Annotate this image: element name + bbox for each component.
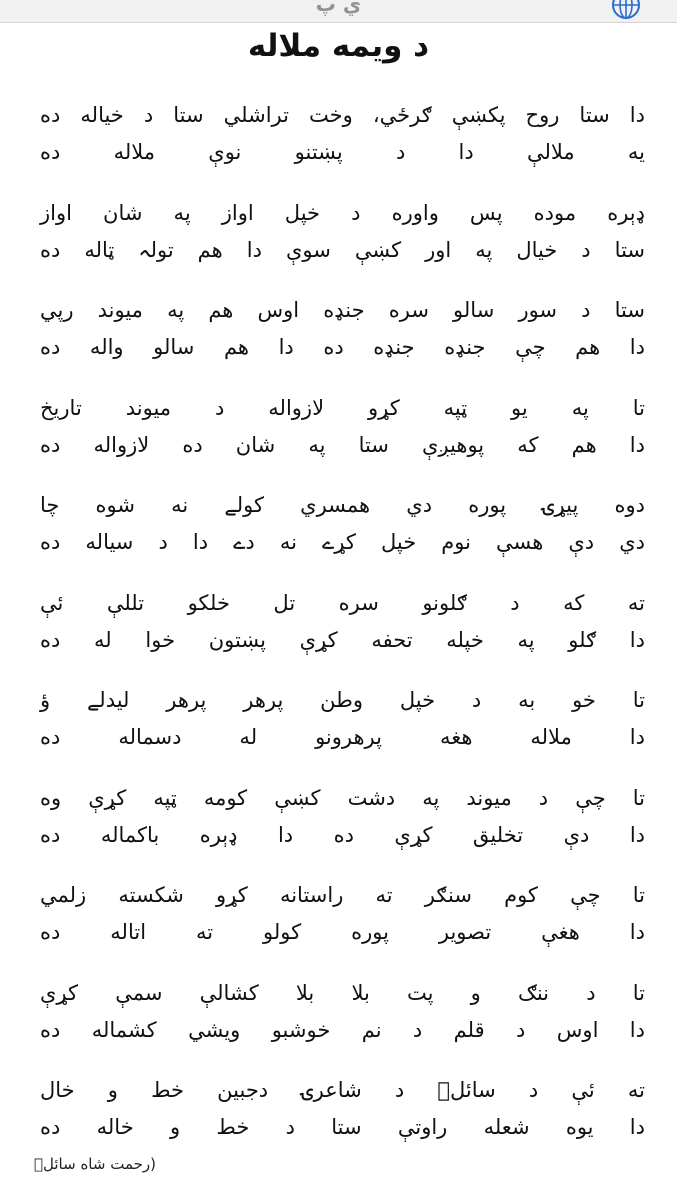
stanza [40,390,645,488]
verse-line: دا هم که پوهيږې ستا په شان ده لازواله ده [40,432,645,457]
verse-line: دا دې تخليق کړې ده دا ډېره باکماله ده [40,822,645,847]
verse-line: تا چې د ميوند په دشت کښې کومه ټپه کړې وه [40,785,645,810]
verse-line: ستا د خيال په اور کښې سوې دا هم تولہ ټاله ده [40,237,645,262]
verse-line: دي دې هسې نوم خپل کړے نه دے دا د سياله ده [40,530,645,554]
stanza [40,975,645,1073]
verse-line: دا اوس د قلم د نم خوشبو ويشي کشماله ده [40,1017,645,1042]
stanza [40,292,645,390]
verse-line: ډېره موده پس واوره د خپل اواز په شان اواز [40,200,645,225]
verse-line: ستا د سور سالو سره جنډه اوس هم په ميوند رپي [40,298,645,322]
stanza [40,585,645,683]
stanza [40,682,645,780]
verse-line: دا ګلو په خپله تحفه کړې پښتون خوا له ده [40,627,645,652]
stanza [40,97,645,195]
status-bar [0,0,677,23]
verse-line: ته که د ګلونو سره تل خلکو تللې ئې [40,590,645,615]
verse-line: تا خو به د خپل وطن پرهر پرهر ليدلے ؤ [40,688,645,712]
verse-line: دا ستا روح پکښې ګرځي، وخت تراشلي ستا د خياله ده [40,103,645,127]
poem-body [40,97,645,1170]
verse-line: دوه پيړۍ پوره دي همسري کولے نه شوه چا [40,493,645,517]
verse-line: تا په يو ټپه کړو لازواله د ميوند تاريخ [40,395,645,420]
verse-line: تا چې کوم سنګر ته راستانه کړو شکسته زلمي [40,883,645,907]
verse-line: دا هم چې جنډه جنډه ده دا هم سالو واله ده [40,335,645,359]
stanza [40,487,645,585]
globe-icon[interactable] [611,0,641,20]
verse-line: دا ملاله هغه پرهرونو له دسماله ده [40,725,645,749]
verse-line: ته ئې د سائلؔ د شاعرۍ دجبين خط و خال [40,1078,645,1102]
verse-line: دا هغې تصوير پوره کولو ته اتاله ده [40,920,645,944]
stanza [40,780,645,878]
verse-line: يه ملالې دا د پښتنو نوې ملاله ده [40,140,645,164]
verse-line: دا يوه شعله راوتې ستا د خط و خاله ده [40,1115,645,1139]
status-bar-title: ي پ [315,0,362,16]
stanza [40,877,645,975]
poet-credit: (رحمت شاه سائلؔ [34,1155,156,1173]
verse-line: تا د ننګ و پت بلا بلا کشالې سمې کړې [40,980,645,1005]
poem-title: د ویمه ملاله [247,28,430,64]
stanza [40,195,645,293]
